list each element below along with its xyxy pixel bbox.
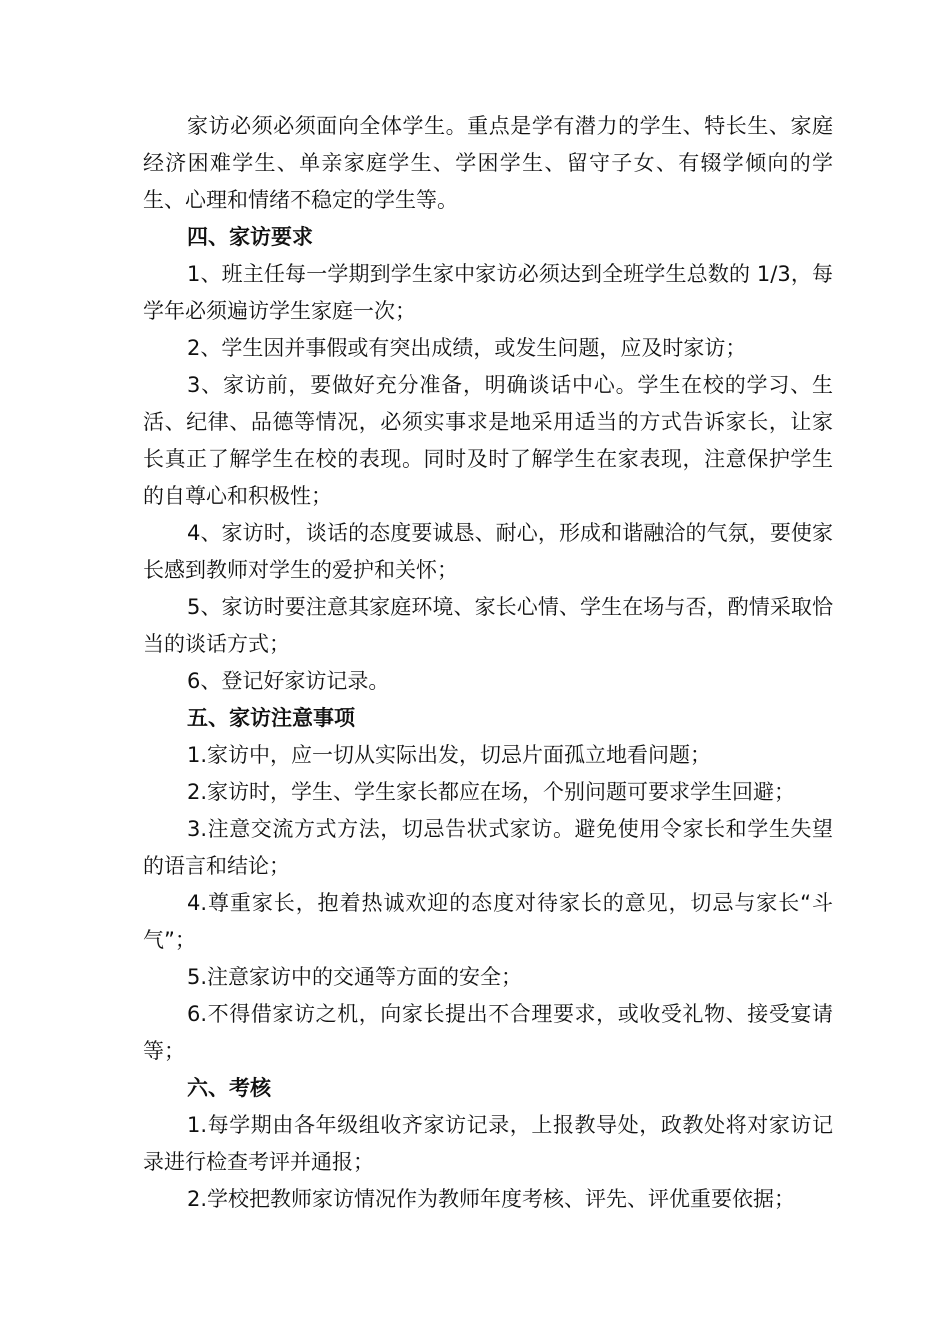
- requirement-item-4: 4、家访时，谈话的态度要诚恳、耐心，形成和谐融洽的气氛，要使家长感到教师对学生的爱护和关怀；: [143, 521, 833, 582]
- requirement-item-5: 5、家访时要注意其家庭环境、家长心情、学生在场与否，酌情采取恰当的谈话方式；: [143, 595, 833, 656]
- requirement-item-2: 2、学生因并事假或有突出成绩，或发生问题，应及时家访；: [187, 336, 747, 360]
- assessment-item-2: 2.学校把教师家访情况作为教师年度考核、评先、评优重要依据；: [187, 1187, 796, 1211]
- precaution-item-5: 5.注意家访中的交通等方面的安全；: [187, 965, 523, 989]
- assessment-item-1: 1.每学期由各年级组收齐家访记录，上报教导处，政教处将对家访记录进行检查考评并通报；: [143, 1113, 833, 1174]
- precaution-item-4: 4.尊重家长，抱着热诚欢迎的态度对待家长的意见，切忌与家长“斗气”；: [143, 891, 833, 952]
- document-body: [143, 108, 833, 1218]
- precaution-item-1: 1.家访中，应一切从实际出发，切忌片面孤立地看问题；: [187, 743, 712, 767]
- paragraph-scope: 家访必须必须面向全体学生。重点是学有潜力的学生、特长生、家庭经济困难学生、单亲家庭学生、学困学生、留守子女、有辍学倾向的学生、心理和情绪不稳定的学生等。: [143, 114, 833, 212]
- precaution-item-6: 6.不得借家访之机，向家长提出不合理要求，或收受礼物、接受宴请等；: [143, 1002, 833, 1063]
- section-heading-precautions: 五、家访注意事项: [187, 706, 355, 730]
- section-heading-assessment: 六、考核: [187, 1076, 271, 1100]
- requirement-item-3: 3、家访前，要做好充分准备，明确谈话中心。学生在校的学习、生活、纪律、品德等情况，必须实事求是地采用适当的方式告诉家长，让家长真正了解学生在校的表现。同时及时了解学生在家表现，注意保护学生的自尊心和积极性；: [143, 373, 833, 508]
- requirement-item-6: 6、登记好家访记录。: [187, 669, 390, 693]
- precaution-item-3: 3.注意交流方式方法，切忌告状式家访。避免使用令家长和学生失望的语言和结论；: [143, 817, 833, 878]
- precaution-item-2: 2.家访时，学生、学生家长都应在场，个别问题可要求学生回避；: [187, 780, 796, 804]
- section-heading-requirements: 四、家访要求: [187, 225, 313, 249]
- requirement-item-1: 1、班主任每一学期到学生家中家访必须达到全班学生总数的 1/3，每学年必须遍访学生家庭一次；: [143, 262, 833, 323]
